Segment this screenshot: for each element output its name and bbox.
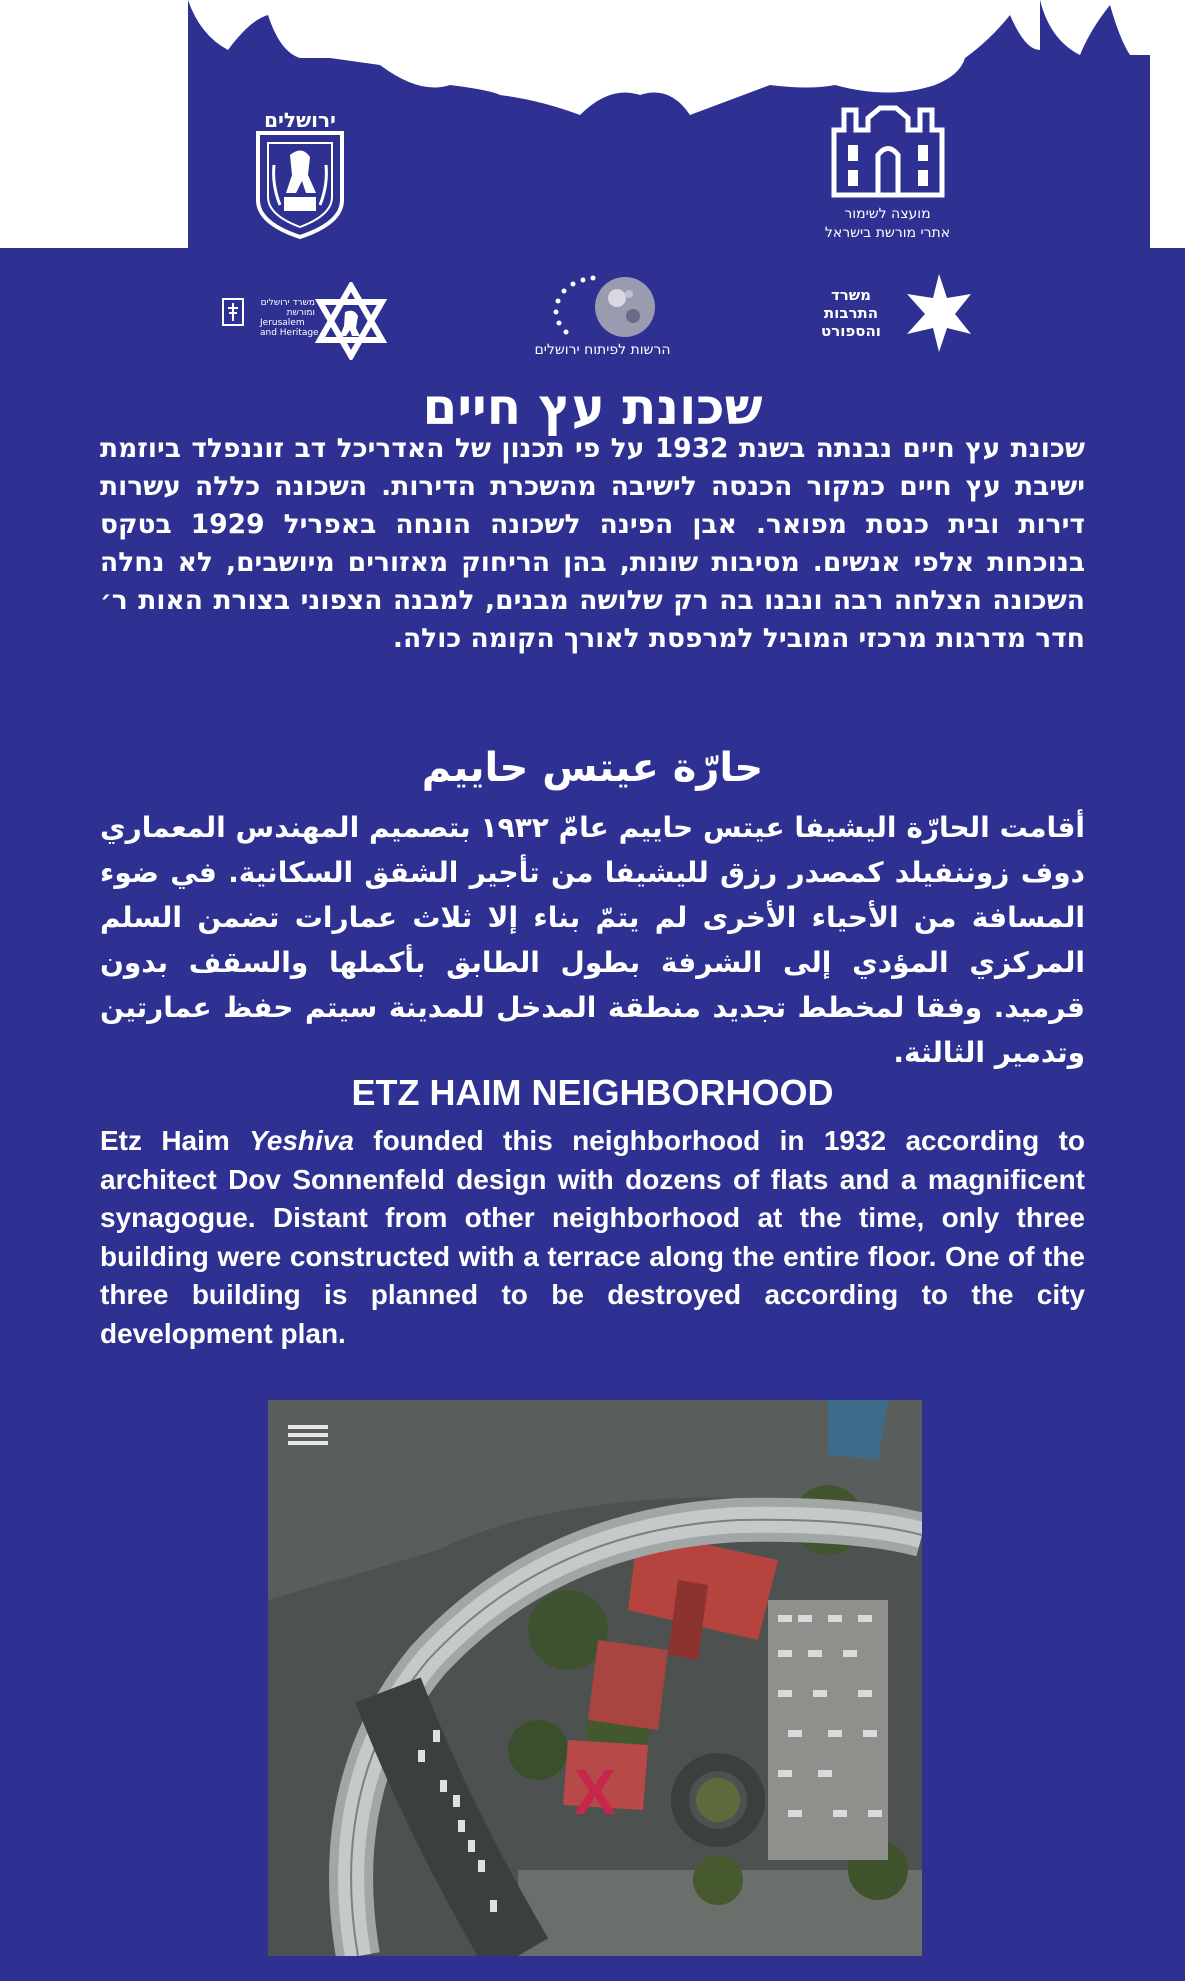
map-marker-x: X	[573, 1756, 617, 1828]
aerial-photo	[268, 1400, 922, 1956]
ministry-jerusalem-en-2: and Heritage	[260, 328, 319, 338]
jerusalem-wordmark: ירושלים	[264, 108, 336, 132]
culture-ministry-name: משרד התרבות והספורט	[821, 286, 881, 340]
english-body-end: founded this neighborhood in 1932 according to architect Dov Sonnenfeld design with dozens of flats and a magnificent synagogue. Distant from other neighborhood at the time, only three building were constructed with a terrace along the entire floor. One of the three building is planned to be destroyed according to the city development plan.	[100, 1125, 1085, 1349]
council-caption-1: מועצה לשימור	[844, 206, 931, 222]
arabic-title: حارّة عيتس حاييم	[421, 745, 764, 791]
english-body	[100, 1122, 1085, 1353]
hebrew-title: שכונת עץ חיים	[422, 378, 763, 436]
council-caption-2: אתרי מורשת בישראל	[824, 225, 951, 241]
state-emblem-icon	[222, 298, 244, 326]
yeshiva-italic: Yeshiva	[249, 1125, 354, 1156]
english-body-start: Etz Haim	[100, 1125, 250, 1156]
jda-globe-icon	[545, 272, 660, 342]
arabic-body: أقامت الحارّة اليشيفا عيتس حاييم عامّ ١٩٣٢ بتصميم المهندس المعماري دوف زوننفيلد كمصدر رزق لليشيفا من تأجير الشقق السكانية. في ضوء المسافة من الأحياء الأخرى لم يتمّ بناء إلا ثلاث عمارات تضمن السلم المركزي المؤدي إلى الشرفة بطول الطابق بأكملها والسقف بدون قرميد. وفقا لمخطط تجديد منطقة المدخل للمدينة سيتم حفظ عمارتين وتدمير الثالثة.	[100, 811, 1086, 1069]
hebrew-body: שכונת עץ חיים נבנתה בשנת 1932 על פי תכנון של האדריכל דב זוננפלד ביוזמת ישיבת עץ חיים כמקור הכנסה לישיבה מהשכרת הדירות. השכונה כללה עשרות דירות ובית כנסת מפואר. אבן הפינה לשכונה הונחה באפריל 1929 בטקס בנוכחות אלפי אנשים. מסיבות שונות, בהן הריחוק מאזורים מיושבים, לא נחלה השכונה הצלחה רבה ונבנו בה רק שלושה מבנים, למבנה הצפוני בצורת האות ר׳ חדר מדרגות מרכזי המוביל למרפסת לאורך הקומה כולה.	[100, 433, 1085, 654]
culture-star-icon	[905, 272, 973, 354]
ministry-jerusalem-en-1: Jerusalem	[260, 318, 305, 328]
jda-caption: הרשות לפיתוח ירושלים	[534, 342, 671, 358]
english-title: ETZ HAIM NEIGHBORHOOD	[351, 1072, 834, 1113]
star-of-david-icon	[312, 282, 390, 360]
ministry-jerusalem-he: משרד ירושלים ומורשת	[260, 298, 315, 318]
castle-icon	[828, 100, 948, 200]
